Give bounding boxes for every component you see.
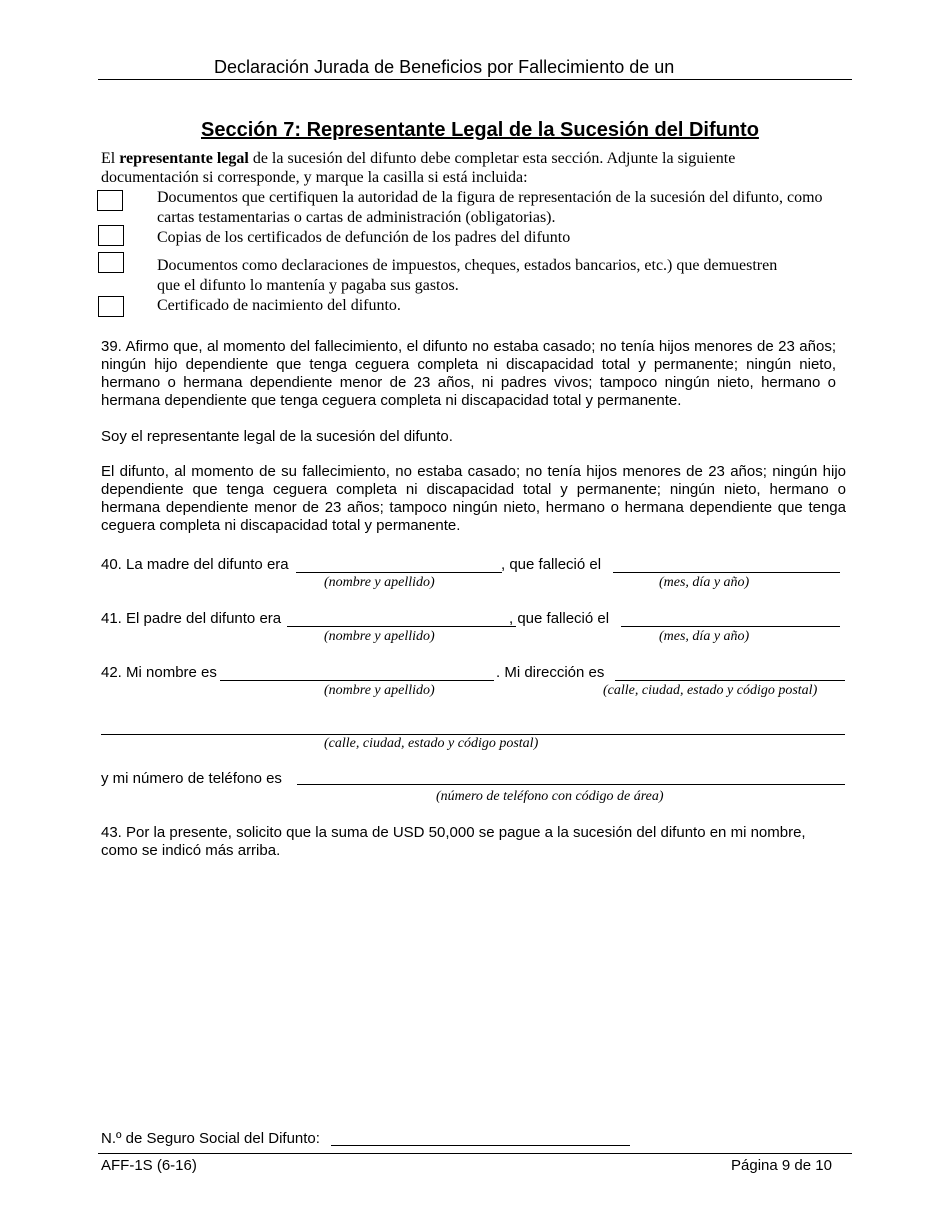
my-name-field[interactable] xyxy=(220,680,494,681)
intro-suffix: de la sucesión del difunto debe completar esta sección. Adjunte la siguiente documentación si corresponde, y marque la casilla si está incluida: xyxy=(101,150,736,186)
checkbox-legal-authority-docs[interactable] xyxy=(97,190,123,211)
father-death-date-field[interactable] xyxy=(621,626,840,627)
q40-name-hint: (nombre y apellido) xyxy=(324,575,435,590)
q42-label: 42. Mi nombre es xyxy=(101,664,217,681)
checkbox-parents-death-certificates[interactable] xyxy=(98,225,124,246)
phone-label: y mi número de teléfono es xyxy=(101,770,282,787)
my-address-field[interactable] xyxy=(615,680,845,681)
footer-divider xyxy=(98,1153,852,1154)
phone-hint: (número de teléfono con código de área) xyxy=(436,789,664,804)
statement-39: 39. Afirmo que, al momento del fallecimiento, el difunto no estaba casado; no tenía hijos menores de 23 años; ningún hijo dependiente que tenga ceguera completa ni discapacidad total y permanente; ningún nieto, hermano o hermana dependiente menor de 23 años, ni padres vivos; tampoco ningún nieto, hermano o hermana dependiente que tenga ceguera completa ni discapacidad total y permanente. xyxy=(101,338,836,409)
q41-date-hint: (mes, día y año) xyxy=(659,629,750,644)
statement-deceased-status: El difunto, al momento de su fallecimiento, no estaba casado; no tenía hijos menores de 23 años; ningún hijo dependiente que tenga ceguera completa ni discapacidad total y permanente; ningún nieto, hermano o hermana dependiente menor de 23 años; tampoco ningún nieto, hermano o hermana dependiente que tenga ceguera completa ni discapacidad total y permanente. xyxy=(101,463,846,534)
statement-43: 43. Por la presente, solicito que la suma de USD 50,000 se pague a la sucesión del difunto en mi nombre, como se indicó más arriba. xyxy=(101,824,806,859)
section-title: Sección 7: Representante Legal de la Sucesión del Difunto xyxy=(201,119,759,141)
page-number: Página 9 de 10 xyxy=(731,1157,832,1174)
q41-died-on-label: , que falleció el xyxy=(509,610,610,627)
q41-label: 41. El padre del difunto era xyxy=(101,610,282,627)
checklist-item-3-line-1: Documentos como declaraciones de impuestos, cheques, estados bancarios, etc.) que demuestren xyxy=(157,257,778,274)
ssn-label: N.º de Seguro Social del Difunto: xyxy=(101,1130,320,1147)
document-header-title: Declaración Jurada de Beneficios por Fallecimiento de un xyxy=(214,57,675,77)
father-name-field[interactable] xyxy=(287,626,516,627)
mother-death-date-field[interactable] xyxy=(613,572,840,573)
mother-name-field[interactable] xyxy=(296,572,502,573)
intro-bold-term: representante legal xyxy=(119,150,249,167)
checklist-item-2: Copias de los certificados de defunción de los padres del difunto xyxy=(157,229,571,246)
q40-died-on-label: , que falleció el xyxy=(501,556,602,573)
q42-address-label: . Mi dirección es xyxy=(496,664,605,681)
phone-field[interactable] xyxy=(297,784,845,785)
checklist-item-1-line-2: cartas testamentarias o cartas de administración (obligatorias). xyxy=(157,209,556,226)
checklist-item-1-line-1: Documentos que certifiquen la autoridad de la figura de representación de la sucesión del difunto, como xyxy=(157,189,823,206)
address-continuation-field[interactable] xyxy=(101,734,845,735)
checklist-item-3-line-2: que el difunto lo mantenía y pagaba sus gastos. xyxy=(157,277,459,294)
q40-date-hint: (mes, día y año) xyxy=(659,575,750,590)
statement-representative: Soy el representante legal de la sucesión del difunto. xyxy=(101,428,453,445)
q41-name-hint: (nombre y apellido) xyxy=(324,629,435,644)
q40-label: 40. La madre del difunto era xyxy=(101,556,289,573)
form-id: AFF-1S (6-16) xyxy=(101,1157,197,1174)
checkbox-support-documents[interactable] xyxy=(98,252,124,273)
checkbox-birth-certificate[interactable] xyxy=(98,296,124,317)
section-intro xyxy=(101,149,791,187)
q42-address-hint: (calle, ciudad, estado y código postal) xyxy=(603,683,818,698)
ssn-field[interactable] xyxy=(331,1145,630,1146)
header-divider xyxy=(98,79,852,80)
q42-name-hint: (nombre y apellido) xyxy=(324,683,435,698)
intro-prefix: El xyxy=(101,150,120,167)
checklist-item-4: Certificado de nacimiento del difunto. xyxy=(157,297,401,314)
address-continuation-hint: (calle, ciudad, estado y código postal) xyxy=(324,736,539,751)
